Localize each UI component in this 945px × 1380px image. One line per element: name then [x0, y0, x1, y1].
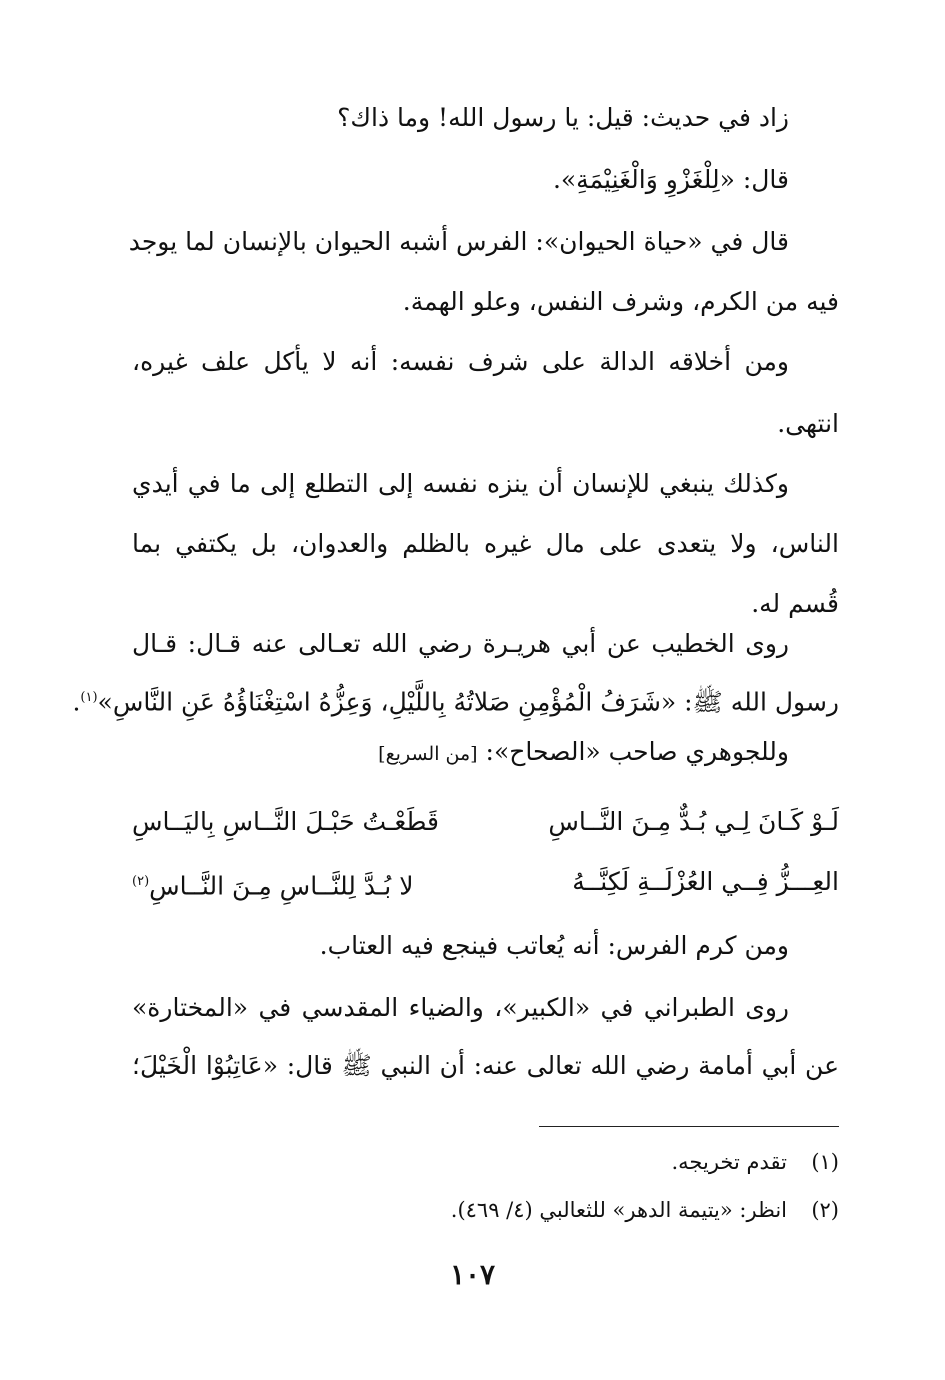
text-line-12: وللجوهري صاحب «الصحاح»: [من السريع] [378, 737, 789, 766]
text-line-6: انتهى. [777, 409, 839, 438]
meter-tag: [من السريع] [378, 743, 478, 765]
verse-1-hemistich-2: قَطَعْـتُ حَبْـلَ النَّــاسِ بِاليَــاسِ [132, 807, 439, 836]
footnote-2-text: انظر: «يتيمة الدهر» للثعالبي (٤/ ٤٦٩). [450, 1198, 787, 1222]
text-line-9: قُسم له. [751, 589, 839, 618]
verse-1-hemistich-1: لَـوْ كَـانَ لِـي بُـدٌّ مِـنَ النَّــاسِ [548, 807, 839, 836]
text-line-2: قال: «لِلْغَزْوِ وَالْغَنِيْمَةِ». [552, 165, 789, 194]
page-number: ١٠٧ [449, 1258, 496, 1291]
footnote-divider [539, 1126, 839, 1127]
text-line-14: روى الطبراني في «الكبير»، والضياء المقدسي في «المختارة» [132, 993, 789, 1022]
text-line-13: ومن كرم الفرس: أنه يُعاتب فينجع فيه العتاب. [319, 931, 789, 960]
text-line-4: فيه من الكرم، وشرف النفس، وعلو الهمة. [402, 287, 839, 316]
footnote-2 [451, 1192, 839, 1228]
text-line-7: وكذلك ينبغي للإنسان أن ينزه نفسه إلى التطلع إلى ما في أيدي [132, 469, 789, 498]
text-line-8: الناس، ولا يتعدى على مال غيره بالظلم والعدوان، بل يكتفي بما [132, 529, 839, 558]
footnote-marker-1: (١) [80, 690, 98, 705]
text-line-3: قال في «حياة الحيوان»: الفرس أشبه الحيوان بالإنسان لما يوجد [128, 227, 789, 256]
text-line-11: رسول الله ﷺ: «شَرَفُ الْمُؤْمِنِ صَلاتُهُ بِاللَّيْلِ، وَعِزُّهُ اسْتِغْنَاؤُهُ عَنِ النَّاسِ»$^{(١)}$. [72, 687, 839, 717]
text-line-10: روى الخطيب عن أبي هريـرة رضي الله تعـالى عنه قـال: قـال [132, 629, 789, 658]
verse-2-hemistich-1: العِـــزُّ فِــي العُزْلَــةِ لَكِنَّــهُ [572, 867, 839, 896]
verse-2-hemistich-2: لا بُـدَّ لِلنَّــاسِ مِـنَ النَّــاسِ$^{(٢)}$ [132, 871, 414, 901]
text-line-5: ومن أخلاقه الدالة على شرف نفسه: أنه لا يأكل علف غيره، [132, 347, 789, 376]
footnote-marker-2: (٢) [132, 874, 150, 889]
text-line-15: عن أبي أمامة رضي الله تعالى عنه: أن النبي ﷺ قال: «عَاتِبُوْا الْخَيْلَ؛ [132, 1051, 839, 1080]
footnote-1 [672, 1144, 840, 1180]
text-line-1: زاد في حديث: قيل: يا رسول الله! وما ذاك؟ [337, 103, 789, 132]
footnote-2-number: (٢) [811, 1198, 839, 1222]
footnote-1-text: تقدم تخريجه. [671, 1150, 787, 1174]
footnote-1-number: (١) [811, 1150, 839, 1174]
